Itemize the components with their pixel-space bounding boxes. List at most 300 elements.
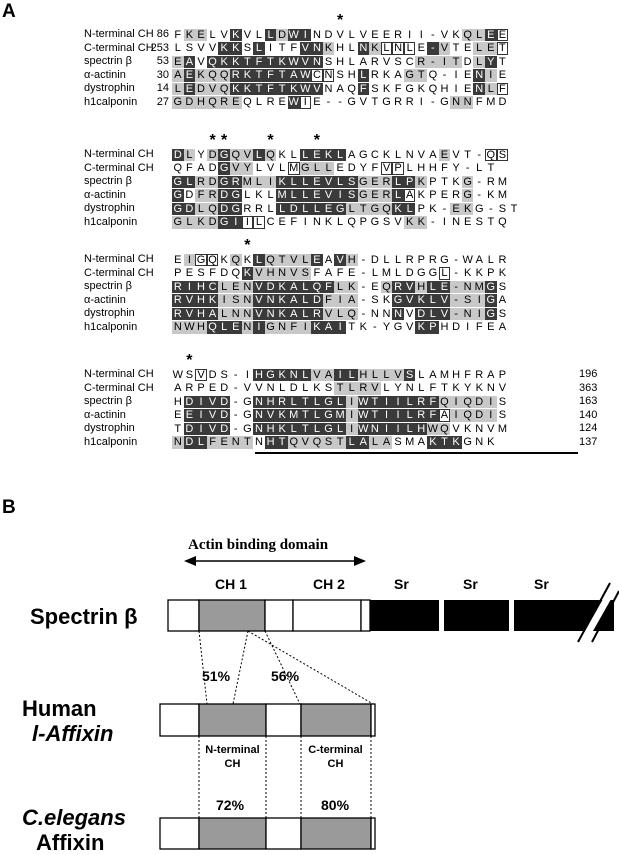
residue: F (394, 82, 402, 95)
residue: V (255, 382, 263, 394)
star-slot (300, 239, 312, 253)
residue: W (288, 28, 299, 41)
residue: Y (485, 56, 497, 69)
residue: V (195, 369, 207, 382)
residue: M (289, 409, 299, 421)
residue: E (230, 281, 242, 294)
residue: R (394, 28, 403, 41)
residue: L (358, 69, 370, 82)
residue: L (253, 149, 265, 162)
residue: L (288, 176, 300, 189)
residue: - (361, 267, 366, 279)
residue: I (242, 216, 254, 229)
residue: K (230, 42, 242, 55)
residue: K (220, 253, 228, 266)
residue: E (371, 28, 379, 41)
residue: V (452, 422, 460, 435)
star-slot (404, 14, 416, 28)
sequence-name: α-actinin (84, 408, 126, 421)
sequence-row (172, 202, 520, 216)
residue: V (253, 308, 265, 321)
residue: G (173, 175, 183, 188)
star-slot (276, 14, 288, 28)
residue: Q (347, 216, 356, 228)
residue: D (185, 189, 194, 201)
residue: S (300, 267, 312, 280)
start-position: 30 (156, 68, 169, 81)
star-slot (473, 14, 485, 28)
star-slot (184, 134, 196, 148)
residue: L (381, 42, 393, 55)
start-positions (141, 28, 169, 109)
residue: I (230, 216, 242, 229)
human-ch1-identity: 51% (202, 668, 231, 684)
residue: V (406, 307, 414, 320)
residue: H (347, 69, 356, 81)
sequence-name: h1calponin (84, 435, 138, 448)
residue: P (174, 267, 182, 279)
star-slot (497, 134, 509, 148)
residue: M (486, 96, 496, 108)
residue: L (395, 253, 402, 266)
residue: W (300, 69, 311, 81)
residue: N (475, 422, 484, 435)
residue: K (276, 281, 288, 294)
residue: P (487, 267, 495, 279)
residue: E (278, 216, 286, 228)
ch1-label: CH 1 (215, 576, 247, 592)
residue: H (336, 42, 345, 54)
residue: L (218, 321, 230, 334)
residue: - (373, 321, 377, 333)
residue: T (300, 423, 312, 436)
star-slot (358, 239, 370, 253)
star-slot (369, 239, 381, 253)
residue: V (382, 55, 391, 68)
star-slot (462, 14, 474, 28)
residue: R (266, 96, 275, 108)
residue: N (475, 82, 484, 95)
star-slot (473, 354, 485, 368)
residue: L (369, 369, 381, 382)
residue: L (300, 281, 312, 294)
residue: A (381, 436, 393, 449)
residue: K (415, 216, 427, 229)
residue: - (361, 307, 366, 320)
nterm-ch-label (195, 743, 270, 771)
residue: W (427, 422, 439, 435)
residue: V (300, 436, 312, 449)
residue: K (498, 267, 507, 279)
sequence-row (172, 267, 508, 281)
star-slot (195, 239, 207, 253)
residue: - (361, 253, 366, 266)
residue: I (253, 321, 265, 334)
residue: V (440, 28, 449, 41)
residue: P (429, 189, 437, 201)
residue: D (185, 395, 194, 408)
residue: I (300, 321, 312, 334)
start-position: 27 (156, 95, 169, 108)
residue: E (440, 189, 449, 201)
sequence-name: C-terminal CH (84, 381, 154, 394)
residue: H (173, 395, 182, 408)
residue: M (497, 422, 507, 435)
human-nterm-ch-domain (199, 704, 266, 736)
residue: G (474, 202, 484, 215)
residue: Q (463, 395, 472, 408)
residue: V (439, 308, 451, 321)
residue: L (392, 176, 404, 189)
residue: F (323, 281, 335, 294)
residue: S (220, 368, 228, 381)
residue: N (243, 321, 252, 333)
residue: D (173, 148, 182, 161)
residue: N (475, 436, 484, 448)
residue: R (220, 96, 229, 108)
residue: G (382, 96, 391, 108)
residue: L (487, 253, 494, 266)
residue: G (440, 96, 449, 108)
residue: I (450, 409, 462, 422)
sequence-name: α-actinin (84, 68, 126, 81)
star-slot (473, 239, 485, 253)
residue: L (311, 203, 323, 216)
star-slot (369, 134, 381, 148)
end-position: 137 (579, 435, 598, 448)
residue: I (419, 96, 423, 108)
residue: H (359, 368, 368, 381)
residue: W (462, 253, 473, 266)
residue: - (442, 202, 447, 215)
residue: R (173, 280, 182, 293)
residue: T (358, 203, 370, 216)
sequence-rows (172, 368, 508, 449)
residue: E (487, 321, 495, 333)
residue: A (429, 148, 437, 161)
residue: T (369, 409, 381, 422)
star-slot (497, 239, 509, 253)
residue: Q (463, 28, 472, 41)
residue: Q (428, 82, 438, 95)
sequence-name: C-terminal CH (84, 161, 154, 174)
residue: I (195, 423, 207, 436)
residue: K (415, 176, 427, 189)
residue: Q (173, 162, 183, 174)
residue: S (498, 395, 507, 408)
star-slot (300, 14, 312, 28)
residue: F (336, 267, 344, 279)
sequence-name: N-terminal CH (84, 148, 154, 160)
residue: M (405, 436, 415, 448)
residue: K (207, 294, 219, 307)
residue: R (498, 253, 507, 266)
residue: S (324, 382, 333, 394)
residue: S (197, 267, 205, 279)
residue: K (276, 369, 288, 382)
residue: L (311, 409, 323, 422)
star-slot (334, 239, 346, 253)
sequence-row (172, 307, 508, 321)
residue: R (243, 202, 252, 215)
residue: I (392, 409, 404, 422)
sequence-name: C-terminal CH (84, 41, 154, 54)
sequence-name: dystrophin (84, 307, 135, 319)
residue: G (463, 189, 472, 201)
residue: Q (266, 148, 275, 161)
residue: V (311, 83, 323, 96)
residue: I (265, 176, 277, 189)
residue: L (337, 216, 344, 228)
residue: E (369, 176, 381, 189)
star-slot (369, 354, 381, 368)
residue: V (359, 28, 367, 41)
residue: K (230, 29, 242, 42)
residue: V (323, 308, 335, 321)
residue: L (392, 189, 404, 202)
residue: V (300, 42, 312, 55)
star-slot (311, 239, 323, 253)
residue: P (498, 368, 507, 381)
residue: R (359, 382, 368, 394)
residue: A (288, 294, 300, 307)
residue: W (288, 96, 299, 108)
start-position: 253 (150, 41, 169, 54)
star-slot (230, 14, 242, 28)
residue: V (243, 382, 252, 394)
star-slot (415, 354, 427, 368)
residue: L (334, 423, 346, 436)
residue: V (208, 42, 217, 54)
star-slot (485, 354, 497, 368)
residue: G (486, 307, 496, 320)
residue: F (429, 382, 437, 394)
star-slot (346, 354, 358, 368)
residue: L (311, 396, 323, 409)
residue: I (408, 28, 412, 41)
residue: P (427, 321, 439, 334)
end-positions (579, 368, 607, 449)
residue: R (231, 69, 240, 81)
residue: A (288, 281, 300, 294)
residue: G (231, 189, 241, 201)
residue: G (405, 69, 414, 81)
residue: H (452, 368, 461, 381)
human-affixin-bar (160, 704, 375, 736)
residue: R (394, 96, 403, 108)
residue: A (207, 308, 219, 321)
residue: L (371, 267, 378, 279)
sequence-name: dystrophin (84, 202, 135, 214)
residue: H (197, 307, 205, 320)
residue: F (475, 96, 483, 108)
star-slot (404, 239, 416, 253)
residue: - (431, 216, 435, 228)
residue: N (405, 148, 414, 161)
residue: D (185, 422, 194, 435)
residue: N (463, 307, 472, 320)
residue: V (439, 294, 451, 307)
star-slot (427, 354, 439, 368)
residue: L (195, 436, 207, 449)
residue: E (348, 267, 356, 279)
residue: V (392, 369, 404, 382)
star-slot (323, 354, 335, 368)
residue: R (312, 307, 321, 320)
residue: L (334, 281, 346, 294)
residue: Q (231, 267, 241, 279)
star-slot (230, 239, 242, 253)
residue: R (452, 189, 461, 201)
residue: D (417, 307, 426, 320)
star-slot (404, 354, 416, 368)
residue: K (242, 267, 254, 280)
residue: A (358, 436, 370, 449)
sequence-name: h1calponin (84, 95, 138, 108)
residue: R (417, 395, 426, 408)
residue: I (334, 369, 346, 382)
residue: Q (208, 202, 217, 215)
residue: - (361, 280, 366, 293)
star-slot (381, 354, 393, 368)
residue: R (208, 189, 217, 201)
residue: Y (452, 162, 460, 174)
residue: K (392, 203, 404, 216)
residue: D (289, 202, 298, 215)
star-slot (404, 134, 416, 148)
residue: Q (347, 307, 356, 320)
residue: V (311, 369, 323, 382)
sequence-row (172, 55, 508, 69)
star-slot (497, 14, 509, 28)
residue: D (475, 395, 484, 408)
residue: G (243, 395, 252, 408)
residue: - (233, 395, 238, 408)
star-slot (230, 354, 242, 368)
residue: L (418, 368, 425, 381)
residue: F (464, 368, 471, 381)
residue: A (197, 162, 205, 174)
residue: F (207, 436, 219, 449)
residue: L (300, 254, 312, 267)
residue: Q (266, 253, 275, 266)
residue: A (184, 56, 196, 69)
sequence-rows (172, 253, 508, 334)
star-slot (172, 239, 184, 253)
residue: M (242, 175, 252, 188)
star-slot (195, 354, 207, 368)
residue: K (417, 189, 425, 201)
residue: L (404, 423, 416, 436)
residue: S (382, 216, 391, 228)
residue: V (242, 149, 254, 162)
residue: L (195, 203, 207, 216)
residue: R (382, 175, 391, 188)
residue: E (323, 203, 335, 216)
residue: R (254, 202, 263, 215)
sr-label-1: Sr (394, 576, 409, 592)
residue: D (475, 409, 484, 421)
residue: E (463, 216, 472, 228)
residue: M (289, 162, 299, 174)
residue: S (498, 202, 507, 215)
residue: R (394, 280, 403, 293)
sequence-row (172, 42, 508, 56)
residue: Q (486, 148, 496, 161)
residue: T (510, 202, 518, 215)
residue: T (265, 56, 277, 69)
residue: E (382, 28, 391, 41)
sequence-name: spectrin β (84, 55, 132, 67)
actin-binding-domain-label: Actin binding domain (188, 537, 329, 553)
sequence-row (172, 294, 508, 308)
sequence-row (172, 69, 508, 83)
residue: D (405, 267, 414, 279)
residue: L (209, 28, 216, 41)
star-slot (172, 134, 184, 148)
residue: V (220, 28, 228, 41)
residue: H (197, 280, 205, 293)
residue: V (334, 254, 346, 267)
residue: P (404, 176, 416, 189)
residue: Y (197, 148, 205, 161)
residue: S (498, 409, 507, 421)
residue: V (207, 83, 219, 96)
nterm-ch-label-line1: N-terminal (205, 744, 260, 756)
sequence-name: α-actinin (84, 293, 126, 306)
residue: G (219, 216, 229, 228)
residue: Q (498, 216, 507, 228)
residue: S (185, 368, 194, 381)
residue: E (417, 42, 425, 54)
sequence-name: N-terminal CH (84, 28, 154, 40)
star-slot (358, 14, 370, 28)
residue: L (334, 308, 346, 321)
spectrin-ch2-domain (293, 600, 361, 631)
sequence-rows (172, 148, 520, 229)
residue: A (324, 267, 333, 279)
residue: M (277, 189, 287, 201)
residue: E (230, 321, 242, 334)
residue: N (278, 321, 287, 333)
residue: V (253, 281, 265, 294)
sequence-row (172, 280, 508, 294)
star-slot (207, 14, 219, 28)
residue: A (323, 369, 335, 382)
residue: K (463, 267, 472, 279)
residue: Q (219, 82, 229, 95)
residue: L (381, 369, 393, 382)
sequence-row (172, 148, 520, 162)
residue: H (266, 267, 275, 279)
residue: D (220, 422, 229, 435)
star-slot (346, 14, 358, 28)
residue: L (369, 436, 381, 449)
star-slot (334, 134, 346, 148)
residue: K (218, 42, 230, 55)
residue: H (254, 368, 263, 381)
residue: L (184, 216, 196, 229)
residue: L (279, 382, 286, 394)
residue: L (253, 216, 265, 229)
residue: H (440, 321, 449, 333)
residue: R (417, 55, 426, 68)
residue: G (173, 216, 183, 228)
residue: T (499, 55, 506, 68)
residue: - (442, 69, 447, 81)
residue: L (395, 148, 402, 161)
celegans-ch1-identity: 72% (216, 797, 245, 813)
